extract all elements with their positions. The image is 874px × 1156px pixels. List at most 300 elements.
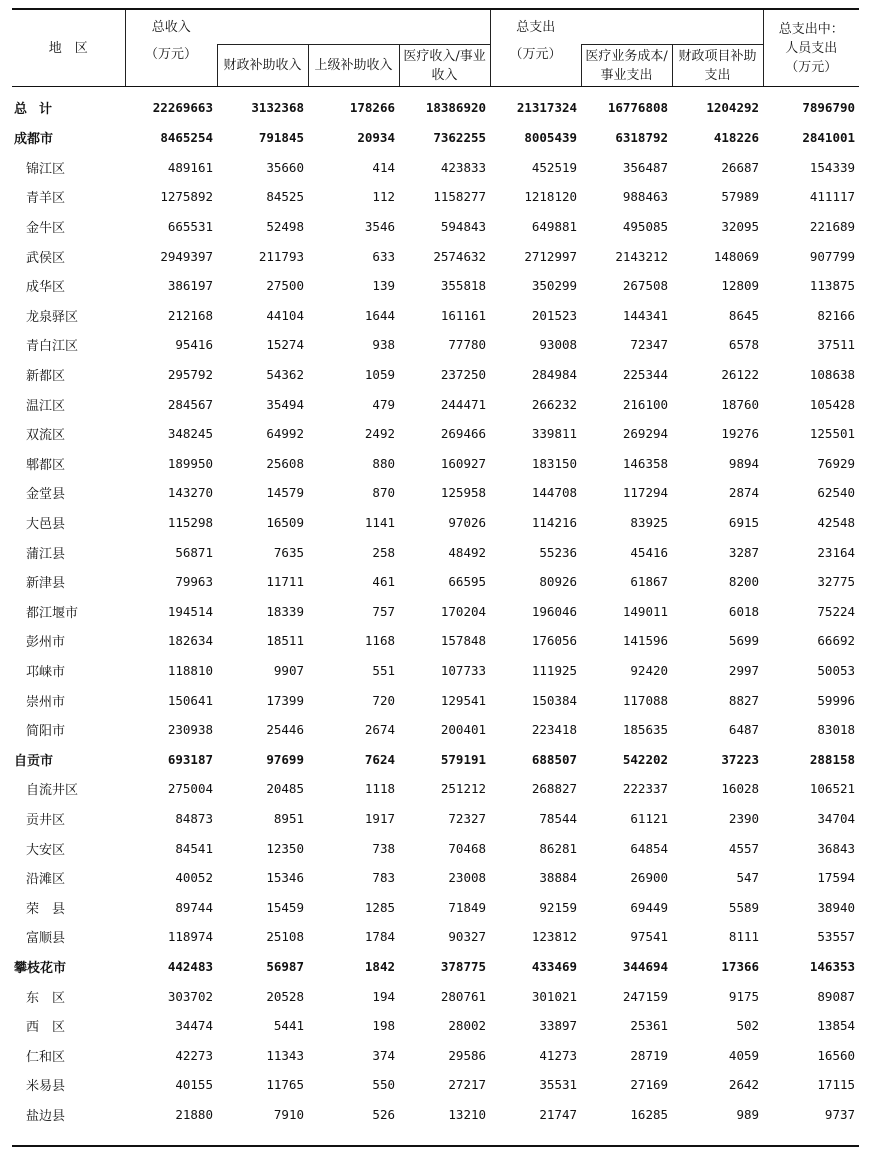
table-row bbox=[12, 271, 859, 301]
table-row bbox=[12, 389, 859, 419]
medical-income-cell: 200401 bbox=[440, 722, 487, 738]
region-name-cell: 荣 县 bbox=[26, 901, 66, 917]
total-income-cell: 348245 bbox=[167, 426, 213, 442]
fiscal-subsidy-cell: 56987 bbox=[266, 958, 304, 974]
upper-subsidy-cell: 551 bbox=[372, 662, 395, 678]
medical-cost-cell: 61121 bbox=[630, 810, 669, 826]
personnel-expense-cell: 17594 bbox=[817, 870, 856, 886]
table-row bbox=[12, 1011, 859, 1041]
total-expense-cell: 144708 bbox=[531, 485, 578, 501]
total-income-cell: 194514 bbox=[167, 603, 213, 619]
medical-income-cell: 237250 bbox=[440, 367, 487, 383]
table-row bbox=[12, 892, 859, 922]
fiscal-project-cell: 1204292 bbox=[706, 99, 760, 115]
header-total-income-label: 总收入 bbox=[151, 19, 191, 35]
total-expense-cell: 35531 bbox=[539, 1077, 578, 1093]
medical-income-cell: 72327 bbox=[448, 810, 487, 826]
upper-subsidy-cell: 479 bbox=[372, 396, 395, 412]
fiscal-subsidy-cell: 15346 bbox=[266, 870, 304, 886]
personnel-expense-cell: 13854 bbox=[817, 1018, 856, 1034]
header-expense-group-spacer bbox=[581, 9, 763, 45]
medical-cost-cell: 26900 bbox=[630, 870, 669, 886]
total-expense-cell: 223418 bbox=[531, 722, 578, 738]
upper-subsidy-cell: 870 bbox=[372, 485, 395, 501]
personnel-expense-cell: 154339 bbox=[809, 159, 856, 175]
header-income-group-spacer bbox=[217, 9, 490, 45]
total-income-cell: 386197 bbox=[167, 278, 213, 294]
total-expense-cell: 339811 bbox=[531, 426, 578, 442]
fiscal-subsidy-cell: 8951 bbox=[273, 810, 304, 826]
fiscal-subsidy-cell: 17399 bbox=[266, 692, 304, 708]
fiscal-project-cell: 26687 bbox=[721, 159, 760, 175]
medical-income-cell: 161161 bbox=[440, 307, 487, 323]
medical-cost-cell: 72347 bbox=[630, 337, 669, 353]
region-name-cell: 金堂县 bbox=[26, 487, 66, 503]
personnel-expense-cell: 16560 bbox=[817, 1047, 856, 1063]
table-row bbox=[12, 567, 859, 597]
header-personnel bbox=[763, 9, 859, 87]
region-name-cell: 米易县 bbox=[26, 1079, 66, 1095]
personnel-expense-cell: 7896790 bbox=[802, 99, 856, 115]
region-name-cell: 攀枝花市 bbox=[14, 960, 67, 976]
header-medical-income: 医疗收入/事业收入 bbox=[399, 45, 490, 87]
fiscal-project-cell: 8200 bbox=[728, 574, 760, 590]
total-expense-cell: 688507 bbox=[531, 751, 578, 767]
medical-cost-cell: 2143212 bbox=[615, 248, 669, 264]
personnel-expense-cell: 113875 bbox=[809, 278, 856, 294]
medical-income-cell: 107733 bbox=[440, 662, 487, 678]
fiscal-project-cell: 4557 bbox=[728, 840, 760, 856]
medical-cost-cell: 16285 bbox=[630, 1106, 669, 1122]
header-total-income bbox=[125, 9, 217, 45]
fiscal-subsidy-cell: 11343 bbox=[266, 1047, 304, 1063]
region-name-cell: 邛崃市 bbox=[26, 664, 66, 680]
medical-income-cell: 2574632 bbox=[433, 248, 487, 264]
personnel-expense-cell: 66692 bbox=[817, 633, 856, 649]
fiscal-subsidy-cell: 35660 bbox=[266, 159, 304, 175]
total-income-cell: 56871 bbox=[175, 544, 213, 560]
header-total-income-unit: （万元） bbox=[125, 45, 217, 87]
personnel-expense-cell: 59996 bbox=[817, 692, 856, 708]
upper-subsidy-cell: 139 bbox=[372, 278, 395, 294]
region-name-cell: 武侯区 bbox=[26, 250, 66, 266]
fiscal-subsidy-cell: 97699 bbox=[266, 751, 304, 767]
upper-subsidy-cell: 1644 bbox=[364, 307, 395, 323]
fiscal-project-cell: 989 bbox=[736, 1106, 760, 1122]
fiscal-subsidy-cell: 20528 bbox=[266, 988, 304, 1004]
medical-income-cell: 594843 bbox=[440, 219, 487, 235]
upper-subsidy-cell: 1917 bbox=[364, 810, 395, 826]
total-income-cell: 8465254 bbox=[160, 130, 213, 146]
medical-income-cell: 18386920 bbox=[425, 99, 487, 115]
medical-cost-cell: 6318792 bbox=[615, 130, 669, 146]
total-income-cell: 442483 bbox=[167, 958, 213, 974]
medical-income-cell: 129541 bbox=[440, 692, 487, 708]
upper-subsidy-cell: 198 bbox=[372, 1018, 395, 1034]
personnel-expense-cell: 83018 bbox=[817, 722, 856, 738]
fiscal-project-cell: 8645 bbox=[728, 307, 760, 323]
fiscal-project-cell: 547 bbox=[736, 870, 760, 886]
region-name-cell: 青白江区 bbox=[26, 339, 79, 355]
fiscal-project-cell: 502 bbox=[736, 1018, 760, 1034]
fiscal-project-cell: 4059 bbox=[728, 1047, 760, 1063]
medical-cost-cell: 144341 bbox=[622, 307, 669, 323]
fiscal-project-cell: 8827 bbox=[728, 692, 760, 708]
upper-subsidy-cell: 526 bbox=[372, 1106, 395, 1122]
table-row bbox=[12, 212, 859, 242]
fiscal-subsidy-cell: 5441 bbox=[273, 1018, 304, 1034]
region-name-cell: 温江区 bbox=[26, 398, 66, 414]
region-name-cell: 西 区 bbox=[26, 1020, 66, 1036]
table-row bbox=[12, 1040, 859, 1070]
fiscal-subsidy-cell: 7910 bbox=[273, 1106, 304, 1122]
upper-subsidy-cell: 1285 bbox=[364, 899, 395, 915]
header-fiscal-project: 财政项目补助支出 bbox=[672, 45, 763, 87]
medical-cost-cell: 247159 bbox=[622, 988, 669, 1004]
medical-income-cell: 27217 bbox=[448, 1077, 487, 1093]
medical-income-cell: 23008 bbox=[448, 870, 487, 886]
personnel-expense-cell: 23164 bbox=[817, 544, 856, 560]
fiscal-subsidy-cell: 11711 bbox=[266, 574, 304, 590]
fiscal-subsidy-cell: 84525 bbox=[266, 189, 304, 205]
header-total-expense-unit: （万元） bbox=[490, 45, 581, 87]
table-row bbox=[12, 626, 859, 656]
table-row bbox=[12, 330, 859, 360]
fiscal-project-cell: 32095 bbox=[721, 219, 760, 235]
upper-subsidy-cell: 783 bbox=[372, 870, 395, 886]
fiscal-project-cell: 2997 bbox=[728, 662, 760, 678]
city-row bbox=[12, 744, 859, 774]
fiscal-subsidy-cell: 44104 bbox=[266, 307, 304, 323]
total-row bbox=[12, 87, 859, 124]
medical-cost-cell: 542202 bbox=[622, 751, 669, 767]
medical-cost-cell: 25361 bbox=[630, 1018, 669, 1034]
medical-income-cell: 423833 bbox=[440, 159, 487, 175]
medical-income-cell: 157848 bbox=[440, 633, 487, 649]
region-name-cell: 龙泉驿区 bbox=[26, 309, 79, 325]
personnel-expense-cell: 411117 bbox=[809, 189, 856, 205]
medical-income-cell: 251212 bbox=[440, 781, 487, 797]
medical-income-cell: 160927 bbox=[440, 455, 487, 471]
fiscal-project-cell: 6915 bbox=[728, 515, 760, 531]
fiscal-project-cell: 3287 bbox=[728, 544, 760, 560]
medical-income-cell: 66595 bbox=[448, 574, 487, 590]
fiscal-project-cell: 16028 bbox=[721, 781, 760, 797]
total-income-cell: 21880 bbox=[175, 1106, 213, 1122]
fiscal-project-cell: 12809 bbox=[721, 278, 760, 294]
table-row bbox=[12, 685, 859, 715]
region-name-cell: 自贡市 bbox=[14, 753, 54, 769]
total-expense-cell: 38884 bbox=[539, 870, 578, 886]
total-expense-cell: 114216 bbox=[531, 515, 578, 531]
fiscal-project-cell: 26122 bbox=[721, 367, 760, 383]
header-personnel-unit: （万元） bbox=[785, 59, 838, 75]
personnel-expense-cell: 2841001 bbox=[802, 130, 856, 146]
personnel-expense-cell: 36843 bbox=[817, 840, 856, 856]
upper-subsidy-cell: 1118 bbox=[364, 781, 395, 797]
upper-subsidy-cell: 880 bbox=[372, 455, 395, 471]
region-name-cell: 简阳市 bbox=[26, 724, 66, 740]
medical-cost-cell: 146358 bbox=[622, 455, 669, 471]
table-row bbox=[12, 449, 859, 479]
personnel-expense-cell: 125501 bbox=[809, 426, 856, 442]
upper-subsidy-cell: 461 bbox=[372, 574, 395, 590]
region-name-cell: 仁和区 bbox=[26, 1049, 66, 1065]
fiscal-subsidy-cell: 9907 bbox=[273, 662, 304, 678]
region-name-cell: 沿滩区 bbox=[26, 872, 66, 888]
medical-income-cell: 70468 bbox=[448, 840, 487, 856]
upper-subsidy-cell: 938 bbox=[372, 337, 395, 353]
medical-income-cell: 378775 bbox=[440, 958, 487, 974]
total-expense-cell: 21317324 bbox=[516, 99, 578, 115]
fiscal-subsidy-cell: 16509 bbox=[266, 515, 304, 531]
personnel-expense-cell: 50053 bbox=[817, 662, 856, 678]
upper-subsidy-cell: 2492 bbox=[364, 426, 395, 442]
fiscal-project-cell: 37223 bbox=[721, 751, 760, 767]
upper-subsidy-cell: 757 bbox=[372, 603, 395, 619]
table-row bbox=[12, 182, 859, 212]
region-name-cell: 双流区 bbox=[26, 428, 66, 444]
medical-income-cell: 77780 bbox=[448, 337, 487, 353]
total-expense-cell: 1218120 bbox=[524, 189, 578, 205]
fiscal-project-cell: 19276 bbox=[721, 426, 760, 442]
fiscal-project-cell: 2390 bbox=[728, 810, 760, 826]
total-expense-cell: 80926 bbox=[539, 574, 578, 590]
medical-cost-cell: 64854 bbox=[630, 840, 669, 856]
table-row bbox=[12, 419, 859, 449]
total-income-cell: 40052 bbox=[175, 870, 213, 886]
table-row bbox=[12, 1070, 859, 1100]
upper-subsidy-cell: 7624 bbox=[364, 751, 395, 767]
upper-subsidy-cell: 1141 bbox=[364, 515, 395, 531]
total-income-cell: 189950 bbox=[167, 455, 213, 471]
medical-cost-cell: 222337 bbox=[622, 781, 669, 797]
upper-subsidy-cell: 3546 bbox=[364, 219, 395, 235]
medical-cost-cell: 117088 bbox=[622, 692, 669, 708]
medical-cost-cell: 185635 bbox=[622, 722, 669, 738]
medical-cost-cell: 16776808 bbox=[607, 99, 669, 115]
fiscal-project-cell: 9894 bbox=[728, 455, 760, 471]
medical-income-cell: 125958 bbox=[440, 485, 487, 501]
fiscal-project-cell: 6018 bbox=[728, 603, 760, 619]
total-income-cell: 150641 bbox=[167, 692, 213, 708]
medical-cost-cell: 216100 bbox=[622, 396, 669, 412]
personnel-expense-cell: 9737 bbox=[824, 1106, 856, 1122]
fiscal-subsidy-cell: 54362 bbox=[266, 367, 304, 383]
medical-income-cell: 28002 bbox=[448, 1018, 487, 1034]
region-name-cell: 蒲江县 bbox=[26, 546, 66, 562]
personnel-expense-cell: 42548 bbox=[817, 515, 856, 531]
fiscal-subsidy-cell: 12350 bbox=[266, 840, 304, 856]
personnel-expense-cell: 288158 bbox=[809, 751, 856, 767]
region-name-cell: 金牛区 bbox=[26, 221, 66, 237]
fiscal-subsidy-cell: 3132368 bbox=[251, 99, 304, 115]
region-name-cell: 大安区 bbox=[26, 842, 66, 858]
fiscal-project-cell: 148069 bbox=[713, 248, 760, 264]
header-personnel-line1: 总支出中： bbox=[778, 21, 844, 37]
total-expense-cell: 649881 bbox=[531, 219, 578, 235]
total-expense-cell: 433469 bbox=[531, 958, 578, 974]
total-income-cell: 89744 bbox=[175, 899, 213, 915]
total-income-cell: 665531 bbox=[167, 219, 213, 235]
region-name-cell: 贡井区 bbox=[26, 812, 66, 828]
medical-cost-cell: 45416 bbox=[630, 544, 669, 560]
header-total-expense-label: 总支出 bbox=[516, 19, 556, 35]
personnel-expense-cell: 62540 bbox=[817, 485, 856, 501]
upper-subsidy-cell: 1168 bbox=[364, 633, 395, 649]
header-upper-subsidy: 上级补助收入 bbox=[308, 45, 399, 87]
fiscal-project-cell: 9175 bbox=[728, 988, 760, 1004]
total-expense-cell: 268827 bbox=[531, 781, 578, 797]
medical-cost-cell: 69449 bbox=[630, 899, 669, 915]
table-row bbox=[12, 478, 859, 508]
upper-subsidy-cell: 738 bbox=[372, 840, 395, 856]
region-name-cell: 大邑县 bbox=[26, 517, 66, 533]
medical-cost-cell: 344694 bbox=[622, 958, 669, 974]
region-name-cell: 都江堰市 bbox=[26, 605, 79, 621]
total-expense-cell: 201523 bbox=[531, 307, 578, 323]
total-income-cell: 118974 bbox=[167, 929, 213, 945]
fiscal-subsidy-cell: 25608 bbox=[266, 455, 304, 471]
upper-subsidy-cell: 550 bbox=[372, 1077, 395, 1093]
medical-income-cell: 97026 bbox=[448, 515, 487, 531]
header-region: 地 区 bbox=[12, 9, 125, 87]
fiscal-project-cell: 18760 bbox=[721, 396, 760, 412]
total-income-cell: 303702 bbox=[167, 988, 213, 1004]
header-medical-cost: 医疗业务成本/事业支出 bbox=[581, 45, 672, 87]
medical-income-cell: 579191 bbox=[440, 751, 487, 767]
personnel-expense-cell: 38940 bbox=[817, 899, 856, 915]
total-income-cell: 115298 bbox=[167, 515, 213, 531]
total-income-cell: 284567 bbox=[167, 396, 213, 412]
upper-subsidy-cell: 178266 bbox=[349, 99, 395, 115]
upper-subsidy-cell: 414 bbox=[372, 159, 395, 175]
total-income-cell: 84873 bbox=[175, 810, 213, 826]
total-expense-cell: 2712997 bbox=[524, 248, 578, 264]
personnel-expense-cell: 53557 bbox=[817, 929, 856, 945]
total-income-cell: 42273 bbox=[175, 1047, 213, 1063]
medical-income-cell: 7362255 bbox=[433, 130, 487, 146]
upper-subsidy-cell: 374 bbox=[372, 1047, 395, 1063]
medical-cost-cell: 61867 bbox=[630, 574, 669, 590]
total-expense-cell: 284984 bbox=[531, 367, 578, 383]
table-row bbox=[12, 656, 859, 686]
medical-income-cell: 71849 bbox=[448, 899, 487, 915]
medical-income-cell: 280761 bbox=[440, 988, 487, 1004]
medical-cost-cell: 92420 bbox=[630, 662, 669, 678]
total-expense-cell: 123812 bbox=[531, 929, 578, 945]
fiscal-subsidy-cell: 27500 bbox=[266, 278, 304, 294]
header-fiscal-subsidy: 财政补助收入 bbox=[217, 45, 308, 87]
city-row bbox=[12, 123, 859, 153]
total-income-cell: 84541 bbox=[175, 840, 213, 856]
upper-subsidy-cell: 1059 bbox=[364, 367, 395, 383]
total-expense-cell: 176056 bbox=[531, 633, 578, 649]
medical-income-cell: 170204 bbox=[440, 603, 487, 619]
table-row bbox=[12, 922, 859, 952]
total-expense-cell: 55236 bbox=[539, 544, 578, 560]
personnel-expense-cell: 221689 bbox=[809, 219, 856, 235]
total-expense-cell: 93008 bbox=[539, 337, 578, 353]
region-name-cell: 锦江区 bbox=[26, 161, 66, 177]
upper-subsidy-cell: 2674 bbox=[364, 722, 395, 738]
medical-cost-cell: 269294 bbox=[622, 426, 669, 442]
fiscal-subsidy-cell: 18511 bbox=[266, 633, 304, 649]
upper-subsidy-cell: 20934 bbox=[357, 130, 395, 146]
total-expense-cell: 8005439 bbox=[524, 130, 578, 146]
medical-income-cell: 244471 bbox=[440, 396, 487, 412]
medical-cost-cell: 267508 bbox=[622, 278, 669, 294]
total-expense-cell: 111925 bbox=[531, 662, 578, 678]
total-income-cell: 1275892 bbox=[160, 189, 213, 205]
total-income-cell: 118810 bbox=[167, 662, 213, 678]
table-bottom-rule bbox=[12, 1145, 859, 1147]
upper-subsidy-cell: 112 bbox=[372, 189, 395, 205]
table-row bbox=[12, 360, 859, 390]
medical-income-cell: 13210 bbox=[448, 1106, 487, 1122]
medical-cost-cell: 28719 bbox=[630, 1047, 669, 1063]
medical-income-cell: 1158277 bbox=[433, 189, 487, 205]
fiscal-subsidy-cell: 18339 bbox=[266, 603, 304, 619]
total-income-cell: 230938 bbox=[167, 722, 213, 738]
table-row bbox=[12, 981, 859, 1011]
total-expense-cell: 92159 bbox=[539, 899, 578, 915]
total-income-cell: 693187 bbox=[167, 751, 213, 767]
medical-cost-cell: 117294 bbox=[622, 485, 669, 501]
personnel-expense-cell: 75224 bbox=[817, 603, 856, 619]
fiscal-project-cell: 57989 bbox=[721, 189, 760, 205]
personnel-expense-cell: 82166 bbox=[817, 307, 856, 323]
medical-cost-cell: 97541 bbox=[630, 929, 669, 945]
total-expense-cell: 33897 bbox=[539, 1018, 578, 1034]
personnel-expense-cell: 105428 bbox=[809, 396, 856, 412]
total-income-cell: 34474 bbox=[175, 1018, 213, 1034]
fiscal-project-cell: 5699 bbox=[728, 633, 760, 649]
table-body bbox=[12, 87, 859, 1130]
region-name-cell: 青羊区 bbox=[26, 191, 66, 207]
total-income-cell: 143270 bbox=[167, 485, 213, 501]
medical-cost-cell: 149011 bbox=[622, 603, 669, 619]
personnel-expense-cell: 34704 bbox=[817, 810, 856, 826]
fiscal-project-cell: 5589 bbox=[728, 899, 760, 915]
total-expense-cell: 78544 bbox=[539, 810, 578, 826]
total-expense-cell: 452519 bbox=[531, 159, 578, 175]
medical-cost-cell: 225344 bbox=[622, 367, 669, 383]
personnel-expense-cell: 106521 bbox=[809, 781, 856, 797]
medical-income-cell: 29586 bbox=[448, 1047, 487, 1063]
table-row bbox=[12, 597, 859, 627]
city-row bbox=[12, 952, 859, 982]
personnel-expense-cell: 37511 bbox=[817, 337, 856, 353]
region-name-cell: 富顺县 bbox=[26, 931, 66, 947]
total-expense-cell: 266232 bbox=[531, 396, 578, 412]
medical-cost-cell: 141596 bbox=[622, 633, 669, 649]
fiscal-project-cell: 17366 bbox=[721, 958, 760, 974]
fiscal-subsidy-cell: 35494 bbox=[266, 396, 304, 412]
fiscal-subsidy-cell: 14579 bbox=[266, 485, 304, 501]
total-expense-cell: 150384 bbox=[531, 692, 578, 708]
fiscal-subsidy-cell: 15459 bbox=[266, 899, 304, 915]
fiscal-project-cell: 2642 bbox=[728, 1077, 760, 1093]
fiscal-project-cell: 6578 bbox=[728, 337, 760, 353]
medical-cost-cell: 495085 bbox=[622, 219, 669, 235]
total-income-cell: 2949397 bbox=[160, 248, 213, 264]
fiscal-subsidy-cell: 25446 bbox=[266, 722, 304, 738]
fiscal-project-cell: 8111 bbox=[728, 929, 760, 945]
total-income-cell: 212168 bbox=[167, 307, 213, 323]
total-expense-cell: 196046 bbox=[531, 603, 578, 619]
header-personnel-line2: 人员支出 bbox=[785, 40, 838, 56]
